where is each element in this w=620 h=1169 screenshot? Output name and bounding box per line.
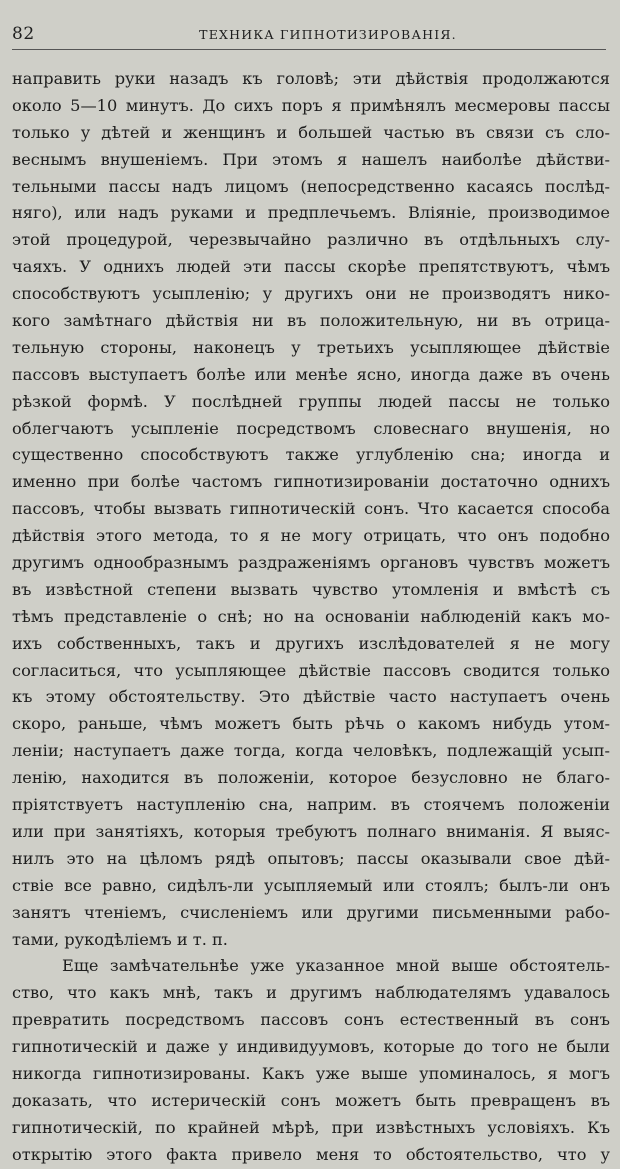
text-line: облегчаютъ усыпленіе посредствомъ словеснаго внушенія, но — [12, 418, 610, 438]
paragraph-start-line: Еще замѣчательнѣе уже указанное мной выше обстоятель- — [62, 956, 610, 976]
text-line: чаяхъ. У однихъ людей эти пассы скорѣе препятствуютъ, чѣмъ — [12, 257, 610, 277]
text-line: тѣмъ представленіе о снѣ; но на основаніи наблюденій какъ мо- — [12, 606, 610, 626]
text-line: направить руки назадъ къ головѣ; эти дѣйствія продолжаются — [12, 69, 610, 88]
text-line: веснымъ внушеніемъ. При этомъ я нашелъ наиболѣе дѣйстви- — [12, 149, 610, 169]
text-line: способствуютъ усыпленію; у другихъ они не производятъ нико- — [12, 284, 610, 304]
text-line: согласиться, что усыпляющее дѣйствіе пассовъ сводится только — [12, 660, 610, 680]
text-line: ленію, находится въ положеніи, которое безусловно не благо- — [12, 768, 610, 788]
body-text — [12, 66, 610, 1169]
text-line: превратить посредствомъ пассовъ сонъ естественный въ сонъ — [12, 1010, 610, 1030]
text-line: гипнотическій и даже у индивидуумовъ, которые до того не были — [12, 1037, 610, 1057]
text-line: въ извѣстной степени вызвать чувство утомленія и вмѣстѣ съ — [12, 579, 610, 599]
text-line: дѣйствія этого метода, то я не могу отрицать, что онъ подобно — [12, 526, 610, 546]
text-line: рѣзкой формѣ. У послѣдней группы людей пассы не только — [12, 391, 610, 411]
text-line: пріятствуетъ наступленію сна, наприм. въ стоячемъ положеніи — [12, 795, 610, 815]
text-line: нилъ это на цѣломъ рядѣ опытовъ; пассы оказывали свое дѣй- — [12, 848, 610, 868]
text-line: именно при болѣе частомъ гипнотизированіи достаточно однихъ — [12, 472, 610, 492]
text-line: къ этому обстоятельству. Это дѣйствіе часто наступаетъ очень — [12, 687, 610, 707]
paragraph-end-line: тами, рукодѣліемъ и т. п. — [12, 929, 228, 949]
text-line: пассовъ, чтобы вызвать гипнотическій сонъ. Что касается способа — [12, 499, 610, 519]
page-header — [12, 24, 608, 46]
text-line: ихъ собственныхъ, такъ и другихъ изслѣдователей я не могу — [12, 633, 610, 653]
text-line: этой процедурой, черезвычайно различно въ отдѣльныхъ слу- — [12, 230, 610, 250]
text-line: кого замѣтнаго дѣйствія ни въ положительную, ни въ отрица- — [12, 311, 610, 331]
text-line: пассовъ выступаетъ болѣе или менѣе ясно, иногда даже въ очень — [12, 364, 610, 384]
text-line: ствіе все равно, сидѣлъ-ли усыпляемый или стоялъ; былъ-ли онъ — [12, 875, 610, 895]
text-line: открытію этого факта привело меня то обстоятельство, что у — [12, 1144, 610, 1164]
text-line: няго), или надъ руками и предплечьемъ. Вліяніе, производимое — [12, 203, 610, 223]
page-number: 82 — [12, 24, 35, 44]
text-line: доказать, что истерическій сонъ можетъ быть превращенъ въ — [12, 1090, 610, 1110]
text-line: другимъ однообразнымъ раздраженіямъ органовъ чувствъ можетъ — [12, 553, 610, 573]
text-line: скоро, раньше, чѣмъ можетъ быть рѣчь о какомъ нибудь утом- — [12, 714, 610, 734]
text-line: занятъ чтеніемъ, счисленіемъ или другими письменными рабо- — [12, 902, 610, 922]
header-rule — [12, 49, 606, 50]
text-line: тельными пассы надъ лицомъ (непосредственно касаясь послѣд- — [12, 176, 610, 196]
text-line: существенно способствуютъ также углубленію сна; иногда и — [12, 445, 610, 465]
text-line: ство, что какъ мнѣ, такъ и другимъ наблюдателямъ удавалось — [12, 983, 610, 1003]
text-line: или при занятіяхъ, которыя требуютъ полнаго вниманія. Я выяс- — [12, 821, 610, 841]
text-line: тельную стороны, наконецъ у третьихъ усыпляющее дѣйствіе — [12, 337, 610, 357]
text-line: никогда гипнотизированы. Какъ уже выше упоминалось, я могъ — [12, 1063, 610, 1083]
text-line: только у дѣтей и женщинъ и большей частью въ связи съ сло- — [12, 122, 610, 142]
text-line: гипнотическій, по крайней мѣрѣ, при извѣстныхъ условіяхъ. Къ — [12, 1117, 610, 1137]
running-title: ТЕХНИКА ГИПНОТИЗИРОВАНІЯ. — [199, 27, 457, 42]
text-line: леніи; наступаетъ даже тогда, когда человѣкъ, подлежащій усып- — [12, 741, 610, 761]
text-line: около 5—10 минутъ. До сихъ поръ я примѣнялъ месмеровы пассы — [12, 95, 610, 115]
